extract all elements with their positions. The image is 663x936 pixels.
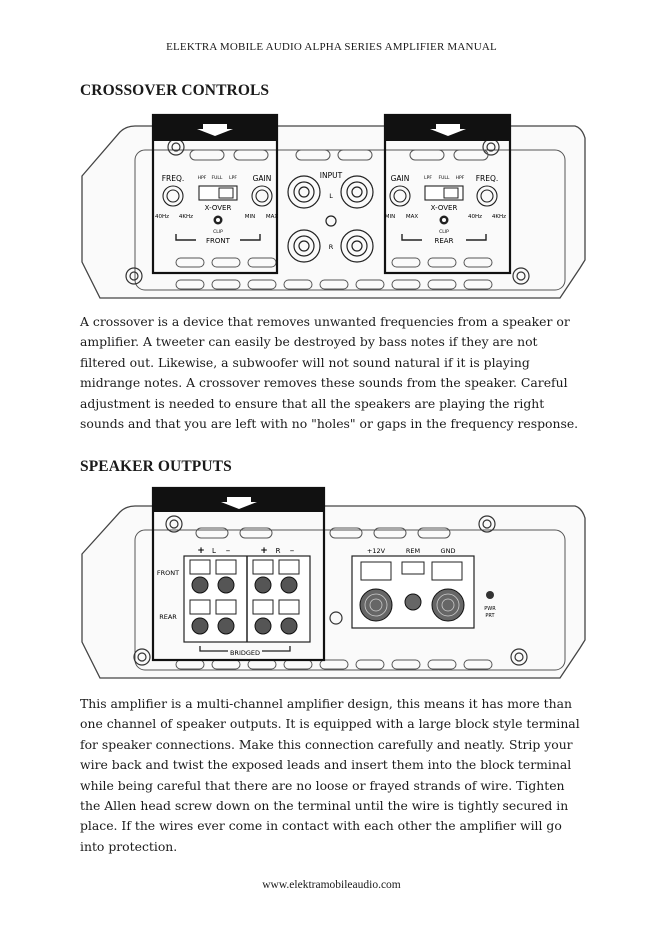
diagram-label: BRIDGED — [229, 649, 261, 657]
diagram-label: + — [197, 546, 205, 556]
speaker-outputs-paragraph: This amplifier is a multi-channel amplifier design, this means it has more than one channel of speaker outputs. It is equipped with a large block style terminal for speaker connections. Make this connection carefully and neatly. Strip your wire back and twist the exposed leads and insert them into the block terminal while being careful that there are no loose or frayed strands of wire. Tighten the Allen head screw down on the terminal until the wire is tightly secured in place. If the wires ever come in contact with each other the amplifier will go into protection. — [80, 696, 580, 854]
diagram-label: L — [212, 547, 216, 555]
diagram-label: PRT — [485, 613, 495, 619]
diagram-label: – — [289, 546, 295, 556]
diagram-label: HPF — [197, 176, 207, 181]
diagram-label: +12V — [366, 547, 386, 555]
diagram-label: LPF — [229, 176, 237, 181]
diagram-label: REM — [405, 547, 421, 555]
diagram-label: R — [275, 547, 281, 555]
diagram-label: LPF — [424, 176, 432, 181]
section-heading-crossover: CROSSOVER CONTROLS — [80, 82, 270, 99]
page-header: ELEKTRA MOBILE AUDIO ALPHA SERIES AMPLIFIER MANUAL — [166, 41, 497, 53]
diagram-label: GAIN — [252, 174, 272, 183]
page-footer-url: www.elektramobileaudio.com — [262, 879, 401, 891]
diagram-label: MIN — [384, 214, 396, 220]
diagram-label: FRONT — [206, 237, 230, 245]
diagram-label: REAR — [434, 237, 454, 245]
diagram-label: MAX — [265, 214, 279, 220]
diagram-label: X-OVER — [430, 204, 458, 212]
diagram-label: + — [260, 546, 268, 556]
diagram-label: GND — [440, 547, 456, 555]
diagram-label: INPUT — [319, 171, 343, 180]
diagram-label: CLIP — [213, 230, 223, 235]
diagram-label: L — [329, 192, 333, 200]
diagram-label: GAIN — [390, 174, 410, 183]
diagram-label: 4KHz — [491, 214, 507, 220]
diagram-label: 40Hz — [467, 214, 483, 220]
diagram-label: 4KHz — [178, 214, 194, 220]
diagram-label: 40Hz — [154, 214, 170, 220]
speaker-terminal-diagram — [0, 480, 663, 690]
diagram-label: MIN — [244, 214, 256, 220]
diagram-label: R — [328, 243, 334, 251]
diagram-label: FREQ. — [475, 174, 499, 183]
diagram-label: MAX — [405, 214, 419, 220]
crossover-paragraph: A crossover is a device that removes unwanted frequencies from a speaker or amplifier. A tweeter can easily be destroyed by bass notes if they are not filtered out. Likewise, a subwoofer will not sound natural if it is playing midrange notes. A crossover removes these sounds from the speaker. Careful adjustment is needed to ensure that all the speakers are playing the right sounds and that you are left with no "holes" or gaps in the frequency response. — [80, 314, 579, 432]
diagram-label: PWR — [484, 606, 496, 612]
diagram-label: CLIP — [439, 230, 449, 235]
diagram-label: FRONT — [156, 569, 180, 577]
diagram-label: REAR — [159, 613, 177, 621]
section-heading-speaker-outputs: SPEAKER OUTPUTS — [80, 458, 232, 475]
diagram-label: – — [225, 546, 231, 556]
diagram-label: FREQ. — [161, 174, 185, 183]
diagram-label: X-OVER — [204, 204, 232, 212]
diagram-label: HPF — [455, 176, 465, 181]
crossover-panel-diagram — [0, 100, 663, 310]
diagram-label: FULL — [438, 176, 450, 181]
diagram-label: FULL — [211, 176, 223, 181]
